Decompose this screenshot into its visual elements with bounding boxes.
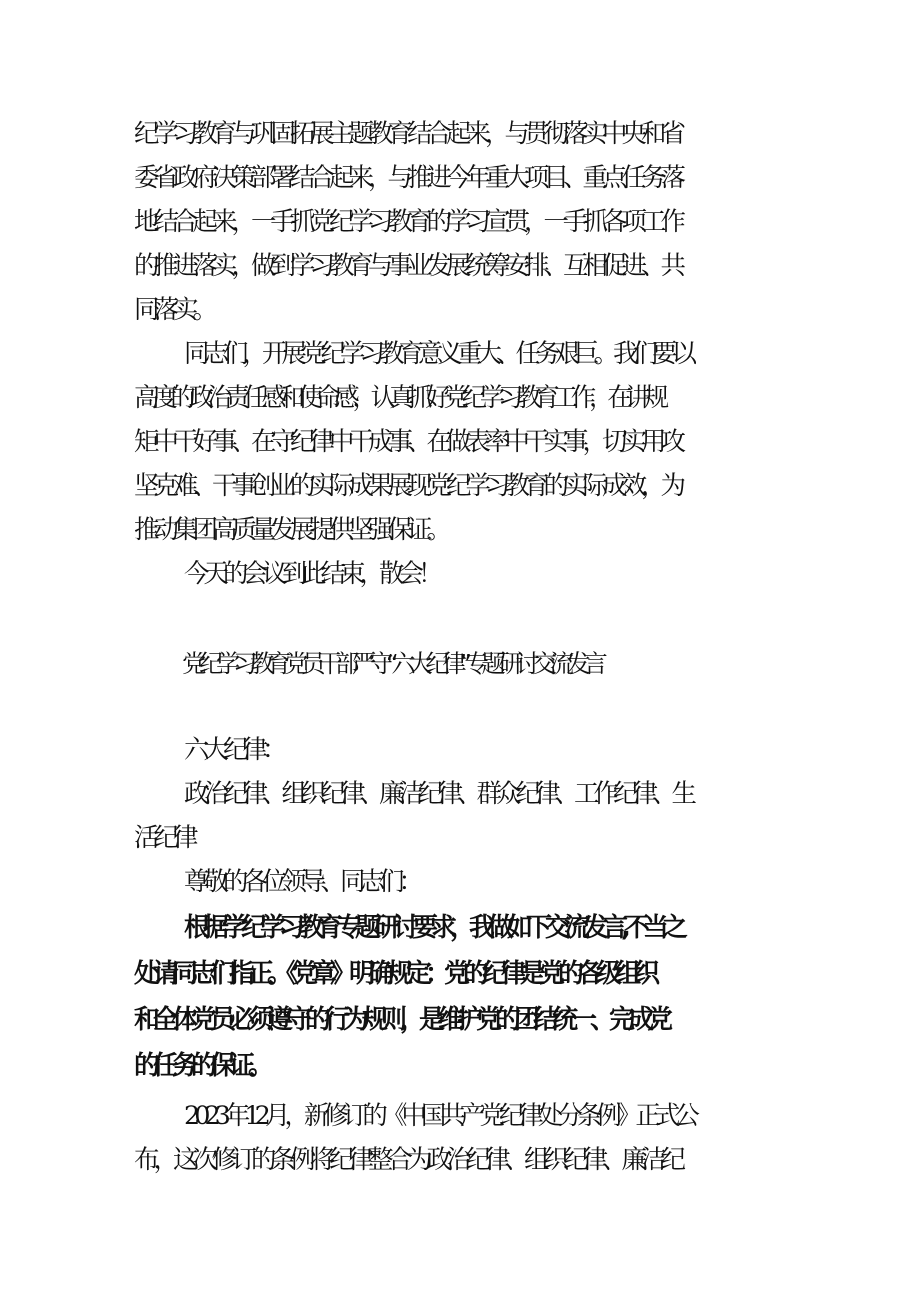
closing-line: 今天的会议到此结束，散会！ <box>184 559 438 589</box>
text-line: 政治纪律、组织纪律、廉洁纪律、群众纪律、工作纪律、生 <box>184 779 692 809</box>
text-line: 的推进落实，做到学习教育与事业发展统筹安排、互相促进、共 <box>134 251 681 281</box>
text-line: 高度的政治责任感和使命感，认真抓好党纪学习教育工作，在讲规 <box>134 383 662 413</box>
text-line: 坚克难、干事创业的实际成果展现党纪学习教育的实际成效，为 <box>134 471 681 501</box>
text-line: 推动集团高质量发展提供坚强保证。 <box>134 515 447 545</box>
text-line: 处请同志们指正。《党章》明确规定：党的纪律是党的各级组织 <box>134 959 654 989</box>
speech-title: 党纪学习教育党员干部严守“六大纪律”专题研讨交流发言 <box>182 649 601 678</box>
salutation: 尊敬的各位领导、同志们： <box>184 867 419 897</box>
text-line: 纪学习教育与巩固拓展主题教育结合起来，与贯彻落实中央和省 <box>134 119 681 149</box>
text-line: 地结合起来，一手抓党纪学习教育的学习宣贯，一手抓各项工作 <box>134 207 681 237</box>
text-line: 同志们，开展党纪学习教育意义重大、任务艰巨。我们要以 <box>184 339 692 369</box>
text-line: 的任务的保证。 <box>134 1051 268 1081</box>
text-line: 委省政府决策部署结合起来，与推进今年重大项目、重点任务落 <box>134 163 681 193</box>
text-line: 布，这次修订的条例将纪律整合为政治纪律、组织纪律、廉洁纪 <box>134 1145 681 1175</box>
text-line: 根据学纪学习教育专题研讨要求，我做如下交流发言,不当之 <box>184 913 681 943</box>
text-line: 活纪律 <box>134 823 193 853</box>
text-line: 同落实。 <box>134 295 213 325</box>
text-line: 矩中干好事、在守纪律中干成事、在做表率中干实事，切实用攻 <box>134 427 681 457</box>
text-line: 和全体党员必须遵守的行为规则，是维护党的团结统一、完成党 <box>134 1005 667 1035</box>
text-line: 2023年12月，新修订的《中国共产党纪律处分条例》正式公 <box>184 1101 694 1131</box>
six-disciplines-label: 六大纪律： <box>184 735 282 765</box>
